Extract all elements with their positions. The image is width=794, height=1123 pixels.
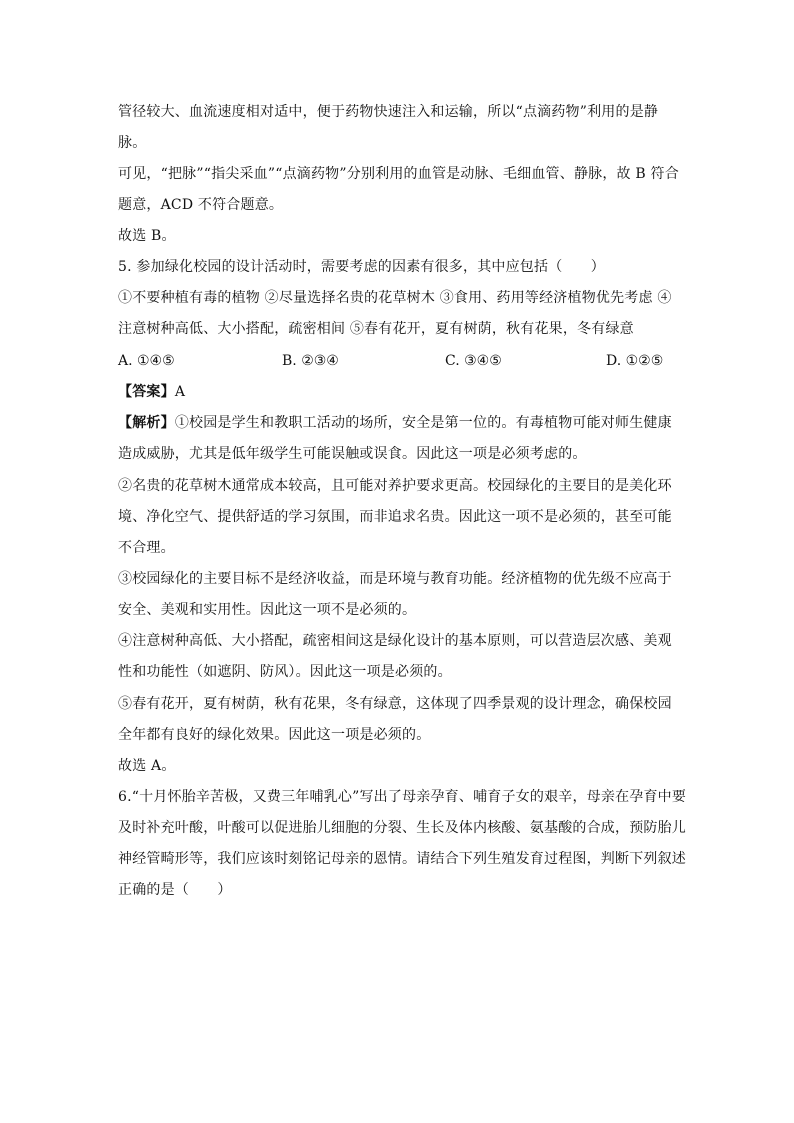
question-6-stem: 正确的是（ ） (118, 882, 232, 898)
text-line: 可见，“把脉”“指尖采血”“点滴药物”分别利用的血管是动脉、毛细血管、静脉，故 B 符合 (118, 166, 679, 182)
analysis-tag: 【解析】 (118, 415, 175, 431)
question-5-stem: 5. 参加绿化校园的设计活动时，需要考虑的因素有很多，其中应包括（ ） (118, 259, 606, 275)
question-5-statements: ①不要种植有毒的植物 ②尽量选择名贵的花草树木 ③食用、药用等经济植物优先考虑 ④ (118, 290, 672, 306)
text-line: 脉。 (118, 135, 147, 151)
option-c: C. ③④⑤ (445, 353, 502, 369)
question-6-stem: 6.“十月怀胎辛苦极，又费三年哺乳心”写出了母亲孕育、哺育子女的艰辛，母亲在孕育中要 (118, 789, 687, 805)
answer-tag: 【答案】 (118, 384, 175, 400)
text-line: ③校园绿化的主要目标不是经济收益，而是环境与教育功能。经济植物的优先级不应高于 (118, 571, 672, 587)
question-6-stem: 及时补充叶酸，叶酸可以促进胎儿细胞的分裂、生长及体内核酸、氨基酸的合成，预防胎儿 (118, 820, 686, 836)
text-line: 安全、美观和实用性。因此这一项不是必须的。 (118, 602, 417, 618)
text-line: 境、净化空气、提供舒适的学习氛围，而非追求名贵。因此这一项不是必须的，甚至可能 (118, 509, 672, 525)
text-line: 造成威胁，尤其是低年级学生可能误触或误食。因此这一项是必须考虑的。 (118, 446, 587, 462)
answer-line (118, 382, 185, 402)
text-line: ②名贵的花草树木通常成本较高，且可能对养护要求更高。校园绿化的主要目的是美化环 (118, 478, 672, 494)
text-line: 故选 A。 (118, 758, 176, 774)
text-line: 故选 B。 (118, 228, 176, 244)
question-6-stem: 神经管畸形等，我们应该时刻铭记母亲的恩情。请结合下列生殖发育过程图，判断下列叙述 (118, 851, 686, 867)
analysis-text: ①校园是学生和教职工活动的场所，安全是第一位的。有毒植物可能对师生健康 (174, 415, 672, 431)
text-line: 全年都有良好的绿化效果。因此这一项是必须的。 (118, 727, 431, 743)
text-line: 性和功能性（如遮阴、防风）。因此这一项是必须的。 (118, 664, 452, 680)
text-line: ⑤春有花开，夏有树荫，秋有花果，冬有绿意，这体现了四季景观的设计理念，确保校园 (118, 696, 672, 712)
option-b: B. ②③④ (282, 353, 339, 369)
answer-value: A (174, 384, 186, 400)
question-5-statements: 注意树种高低、大小搭配，疏密相间 ⑤春有花开，夏有树荫，秋有花果，冬有绿意 (118, 321, 634, 337)
analysis-line (118, 413, 672, 433)
text-line: 管径较大、血流速度相对适中，便于药物快速注入和运输，所以“点滴药物”利用的是静 (118, 104, 659, 120)
text-line: 题意，ACD 不符合题意。 (118, 197, 284, 213)
text-line: ④注意树种高低、大小搭配，疏密相间这是绿化设计的基本原则，可以营造层次感、美观 (118, 633, 672, 649)
option-d: D. ①②⑤ (606, 353, 664, 369)
text-line: 不合理。 (118, 540, 175, 556)
option-a: A. ①④⑤ (118, 353, 175, 369)
